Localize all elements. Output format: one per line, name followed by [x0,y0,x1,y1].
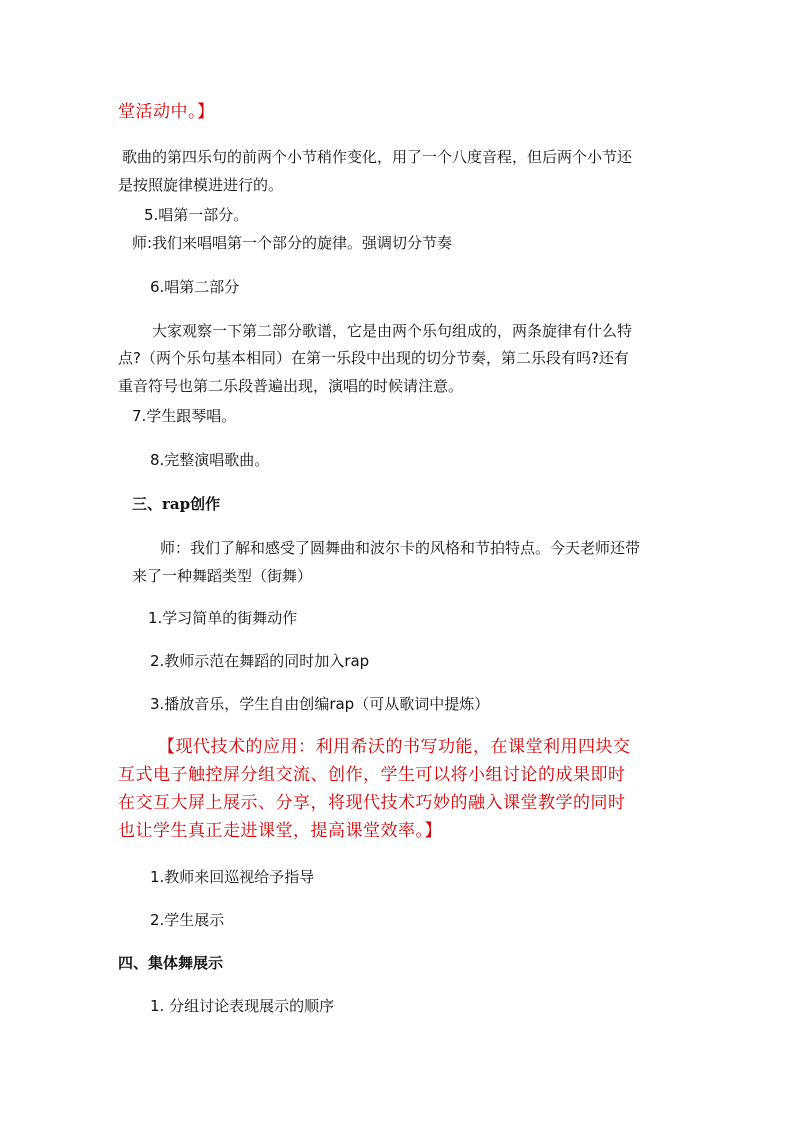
paragraph-line: 歌曲的第四乐句的前两个小节稍作变化，用了一个八度音程，但后两个小节还 [122,148,633,166]
list-item: 8.完整演唱歌曲。 [150,451,270,469]
list-item: 1.学习简单的街舞动作 [148,609,298,627]
list-item: 3.播放音乐，学生自由创编rap（可从歌词中提炼） [150,695,490,713]
paragraph-line: 师：我们了解和感受了圆舞曲和波尔卡的风格和节拍特点。今天老师还带 [160,539,641,557]
paragraph-line: 大家观察一下第二部分歌谱，它是由两个乐句组成的，两条旋律有什么特 [152,322,633,340]
red-note-line: 也让学生真正走进课堂，提高课堂效率。】 [118,821,442,841]
red-note-end: 堂活动中。】 [118,102,215,122]
red-note-line: 【现代技术的应用：利用希沃的书写功能，在课堂利用四块交 [158,737,631,757]
list-item: 2.教师示范在舞蹈的同时加入rap [150,652,370,670]
section-heading: 四、集体舞展示 [118,954,224,972]
list-item: 6.唱第二部分 [150,278,240,296]
paragraph-line: 点?（两个乐句基本相同）在第一乐段中出现的切分节奏，第二乐段有吗?还有 [118,349,629,367]
red-note-line: 互式电子触控屏分组交流、创作，学生可以将小组讨论的成果即时 [118,765,626,785]
paragraph-line: 来了一种舞蹈类型（街舞） [132,567,313,585]
paragraph-line: 重音符号也第二乐段普遍出现，演唱的时候请注意。 [118,377,464,395]
paragraph-line: 师:我们来唱唱第一个部分的旋律。强调切分节奏 [132,234,453,252]
list-item: 5.唱第一部分。 [144,206,249,224]
list-item: 7.学生跟琴唱。 [132,407,237,425]
red-note-line: 在交互大屏上展示、分享，将现代技术巧妙的融入课堂教学的同时 [118,793,626,813]
paragraph-line: 是按照旋律模进进行的。 [118,176,284,194]
list-item: 1. 分组讨论表现展示的顺序 [150,997,335,1015]
list-item: 2.学生展示 [150,911,225,929]
section-heading: 三、rap创作 [132,495,221,513]
list-item: 1.教师来回巡视给予指导 [150,868,315,886]
